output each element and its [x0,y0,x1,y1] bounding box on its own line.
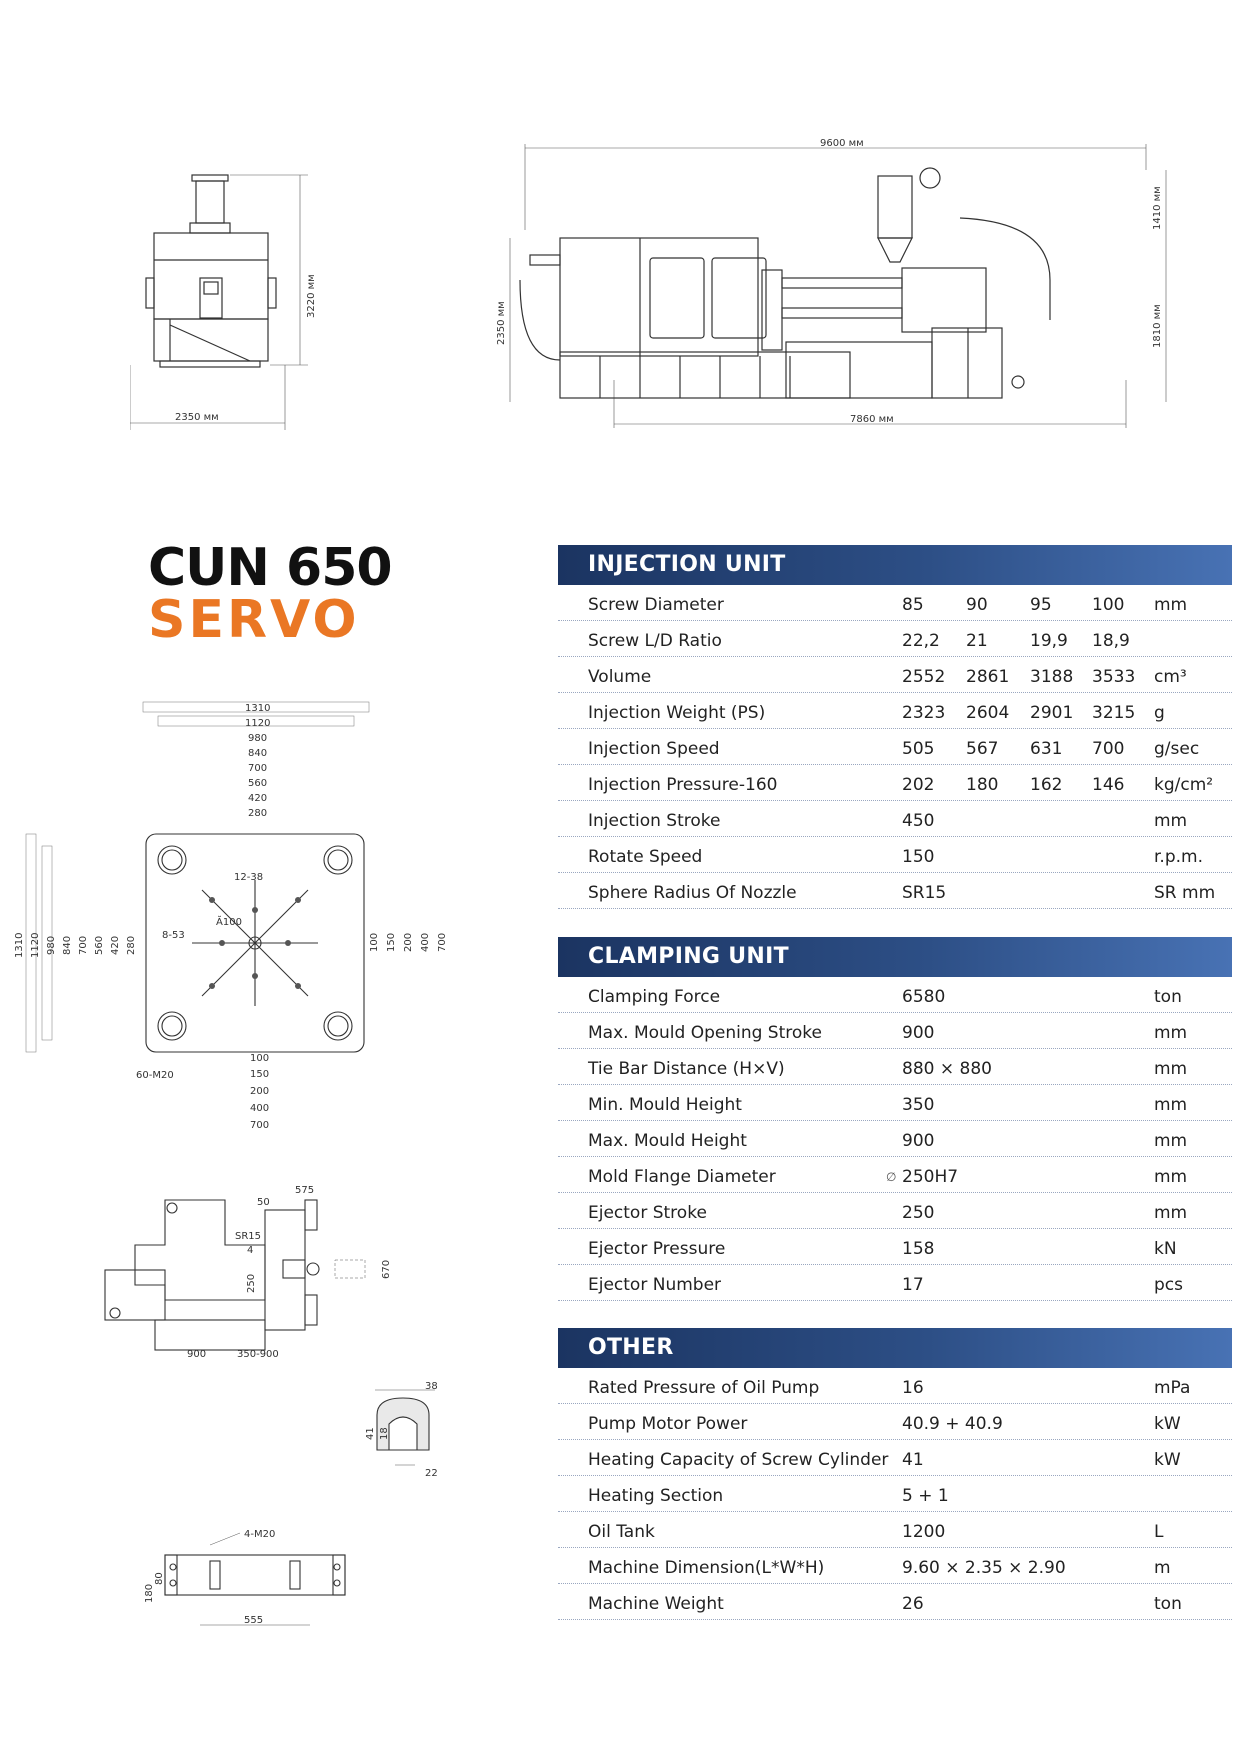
spec-value: 40.9 + 40.9 [902,1414,1003,1434]
spec-label: Mold Flange Diameter [588,1167,776,1187]
spec-unit: r.p.m. [1154,847,1203,867]
spec-row [558,585,1232,621]
side-length-dim: 9600 мм [820,138,864,149]
other-section [558,1328,1232,1620]
spec-row [558,977,1232,1013]
spec-value: 1200 [902,1522,946,1542]
platen-bottom-dim-5: 700 [250,1120,270,1131]
platen-bottom-dim-2: 150 [250,1069,270,1080]
clamping-unit-section [558,937,1232,1301]
clamp-dim-sr15: SR15 [235,1231,262,1242]
platen-left-dim-5: 700 [78,935,89,955]
spec-label: Sphere Radius Of Nozzle [588,883,797,903]
spec-value: 505 [902,739,935,759]
spec-value: 6580 [902,987,946,1007]
spec-value: 17 [902,1275,924,1295]
nozzle-dim-38: 38 [425,1381,438,1392]
spec-label: Machine Weight [588,1594,724,1614]
spec-value: 18,9 [1092,631,1130,651]
spec-value: 22,2 [902,631,940,651]
spec-label: Heating Section [588,1486,724,1506]
clamp-dim-350-900: 350-900 [237,1349,279,1360]
platen-drawing [12,700,452,1140]
spec-value: 202 [902,775,935,795]
spec-value: 100 [1092,595,1125,615]
spec-label: Max. Mould Opening Stroke [588,1023,822,1043]
spec-value: 21 [966,631,988,651]
section-title: OTHER [558,1328,1232,1368]
spec-row [558,1193,1232,1229]
spec-label: Ejector Stroke [588,1203,707,1223]
spec-value: 2604 [966,703,1010,723]
spec-label: Ejector Pressure [588,1239,726,1259]
platen-top-dim-3: 980 [248,733,268,744]
platen-left-dim-4: 840 [62,935,73,955]
spec-unit: SR mm [1154,883,1216,903]
spec-unit: ton [1154,1594,1182,1614]
platen-bottom-dim-1: 100 [250,1053,270,1064]
spec-label: Rated Pressure of Oil Pump [588,1378,820,1398]
platen-top-dim-4: 840 [248,748,268,759]
spec-label: Heating Capacity of Screw Cylinder [588,1450,889,1470]
nozzle-dim-18: 18 [379,1427,390,1440]
spec-row [558,1229,1232,1265]
platen-top-dim-2: 1120 [245,718,271,729]
spec-value: 3215 [1092,703,1136,723]
spec-value: 250 [902,1203,935,1223]
platen-left-dim-1: 1310 [14,932,25,958]
spec-label: Min. Mould Height [588,1095,742,1115]
platen-right-dim-5: 700 [437,932,448,952]
platen-left-dim-3: 980 [46,935,57,955]
spec-row [558,801,1232,837]
platen-label-holes: 12-38 [234,872,264,883]
spec-label: Injection Pressure-160 [588,775,778,795]
ejector-dim-threads: 4-M20 [244,1529,276,1540]
spec-row [558,1265,1232,1301]
spec-value: 900 [902,1131,935,1151]
spec-row [558,1512,1232,1548]
diameter-icon: ∅ [886,1170,897,1184]
platen-left-dim-8: 280 [126,935,137,955]
platen-right-dim-1: 100 [369,932,380,952]
spec-unit: g/sec [1154,739,1200,759]
section-title: INJECTION UNIT [558,545,1232,585]
platen-top-dim-5: 700 [248,763,268,774]
spec-row [558,765,1232,801]
spec-row [558,1157,1232,1193]
spec-label: Max. Mould Height [588,1131,747,1151]
clamp-dim-575: 575 [295,1185,315,1196]
spec-row [558,1548,1232,1584]
spec-label: Oil Tank [588,1522,655,1542]
spec-value: 158 [902,1239,935,1259]
spec-unit: mm [1154,1095,1188,1115]
spec-unit: kN [1154,1239,1177,1259]
platen-left-dim-2: 1120 [30,932,41,958]
spec-unit: cm³ [1154,667,1187,687]
ejector-plate-drawing [140,1525,360,1635]
platen-left-dim-7: 420 [110,935,121,955]
spec-row [558,621,1232,657]
spec-value: 900 [902,1023,935,1043]
spec-label: Clamping Force [588,987,721,1007]
platen-left-dim-6: 560 [94,935,105,955]
nozzle-drawing [365,1380,455,1480]
spec-row [558,1085,1232,1121]
spec-value: 3533 [1092,667,1136,687]
side-lower-dim: 1810 мм [1152,304,1163,348]
spec-unit: ton [1154,987,1182,1007]
front-view-drawing [130,160,330,440]
spec-row [558,1121,1232,1157]
platen-bottom-dim-3: 200 [250,1086,270,1097]
clamp-dim-50: 50 [257,1197,270,1208]
ejector-dim-180: 180 [144,1583,155,1603]
spec-row [558,1476,1232,1512]
spec-unit: m [1154,1558,1171,1578]
model-variant: SERVO [148,590,360,650]
spec-value: 3188 [1030,667,1074,687]
spec-value: 631 [1030,739,1063,759]
spec-row [558,1440,1232,1476]
spec-label: Rotate Speed [588,847,703,867]
ejector-dim-555: 555 [244,1615,264,1626]
spec-unit: mm [1154,1167,1188,1187]
spec-label: Ejector Number [588,1275,722,1295]
nozzle-dim-22: 22 [425,1468,438,1479]
spec-row [558,1584,1232,1620]
spec-value: 85 [902,595,924,615]
spec-unit: mm [1154,595,1188,615]
platen-right-dim-4: 400 [420,932,431,952]
clamp-dim-900: 900 [187,1349,207,1360]
spec-row [558,729,1232,765]
spec-value: 9.60 × 2.35 × 2.90 [902,1558,1066,1578]
spec-label: Pump Motor Power [588,1414,748,1434]
spec-row [558,693,1232,729]
platen-right-dim-2: 150 [386,932,397,952]
spec-unit: mm [1154,1023,1188,1043]
spec-value: 450 [902,811,935,831]
spec-value: 180 [966,775,999,795]
spec-value: 2552 [902,667,946,687]
side-upper-dim: 1410 мм [1152,186,1163,230]
section-title: CLAMPING UNIT [558,937,1232,977]
spec-value: 2901 [1030,703,1074,723]
platen-label-center: Ă100 [216,917,242,928]
spec-value: 880 × 880 [902,1059,992,1079]
platen-top-dim-1: 1310 [245,703,271,714]
model-title: CUN 650 [148,538,392,598]
spec-value: 162 [1030,775,1063,795]
spec-label: Screw L/D Ratio [588,631,722,651]
spec-unit: pcs [1154,1275,1183,1295]
spec-value: 146 [1092,775,1125,795]
spec-value: 150 [902,847,935,867]
spec-unit: L [1154,1522,1164,1542]
clamp-dim-250: 250 [246,1273,257,1293]
platen-label-bolts: 8-53 [162,930,185,941]
spec-value: SR15 [902,883,947,903]
platen-label-threads: 60-M20 [136,1070,174,1081]
spec-label: Volume [588,667,652,687]
spec-value: 700 [1092,739,1125,759]
spec-row [558,1404,1232,1440]
spec-row [558,1013,1232,1049]
spec-unit: kW [1154,1414,1181,1434]
spec-value: 2323 [902,703,946,723]
spec-label: Injection Weight (PS) [588,703,766,723]
platen-bottom-dim-4: 400 [250,1103,270,1114]
platen-top-dim-8: 280 [248,808,268,819]
spec-row [558,873,1232,909]
ejector-dim-80: 80 [154,1572,165,1585]
side-view-drawing [490,130,1190,435]
side-height-dim: 2350 мм [496,301,507,345]
spec-value: 19,9 [1030,631,1068,651]
spec-row [558,1049,1232,1085]
spec-unit: mm [1154,1131,1188,1151]
spec-value: 16 [902,1378,924,1398]
injection-unit-section [558,545,1232,909]
spec-unit: mm [1154,1059,1188,1079]
spec-value: 90 [966,595,988,615]
spec-value: 2861 [966,667,1010,687]
platen-top-dim-7: 420 [248,793,268,804]
front-width-dim: 2350 мм [175,412,219,423]
spec-value: 5 + 1 [902,1486,949,1506]
spec-unit: kg/cm² [1154,775,1214,795]
spec-row [558,1368,1232,1404]
spec-row [558,657,1232,693]
platen-top-dim-6: 560 [248,778,268,789]
spec-unit: mm [1154,1203,1188,1223]
spec-unit: mPa [1154,1378,1191,1398]
spec-unit: mm [1154,811,1188,831]
clamp-dim-670: 670 [381,1259,392,1279]
clamp-dim-4: 4 [247,1245,254,1256]
platen-right-dim-3: 200 [403,932,414,952]
spec-value: 95 [1030,595,1052,615]
spec-unit: g [1154,703,1165,723]
spec-value: 41 [902,1450,924,1470]
side-base-dim: 7860 мм [850,414,894,425]
clamp-side-drawing [95,1175,415,1360]
spec-label: Machine Dimension(L*W*H) [588,1558,825,1578]
spec-label: Tie Bar Distance (H×V) [588,1059,785,1079]
spec-row [558,837,1232,873]
spec-unit: kW [1154,1450,1181,1470]
spec-value: 567 [966,739,999,759]
spec-value: 250H7 [902,1167,959,1187]
nozzle-dim-41: 41 [365,1427,376,1440]
spec-label: Injection Stroke [588,811,721,831]
front-height-dim: 3220 мм [306,274,317,318]
spec-label: Injection Speed [588,739,720,759]
spec-value: 26 [902,1594,924,1614]
spec-label: Screw Diameter [588,595,724,615]
spec-value: 350 [902,1095,935,1115]
